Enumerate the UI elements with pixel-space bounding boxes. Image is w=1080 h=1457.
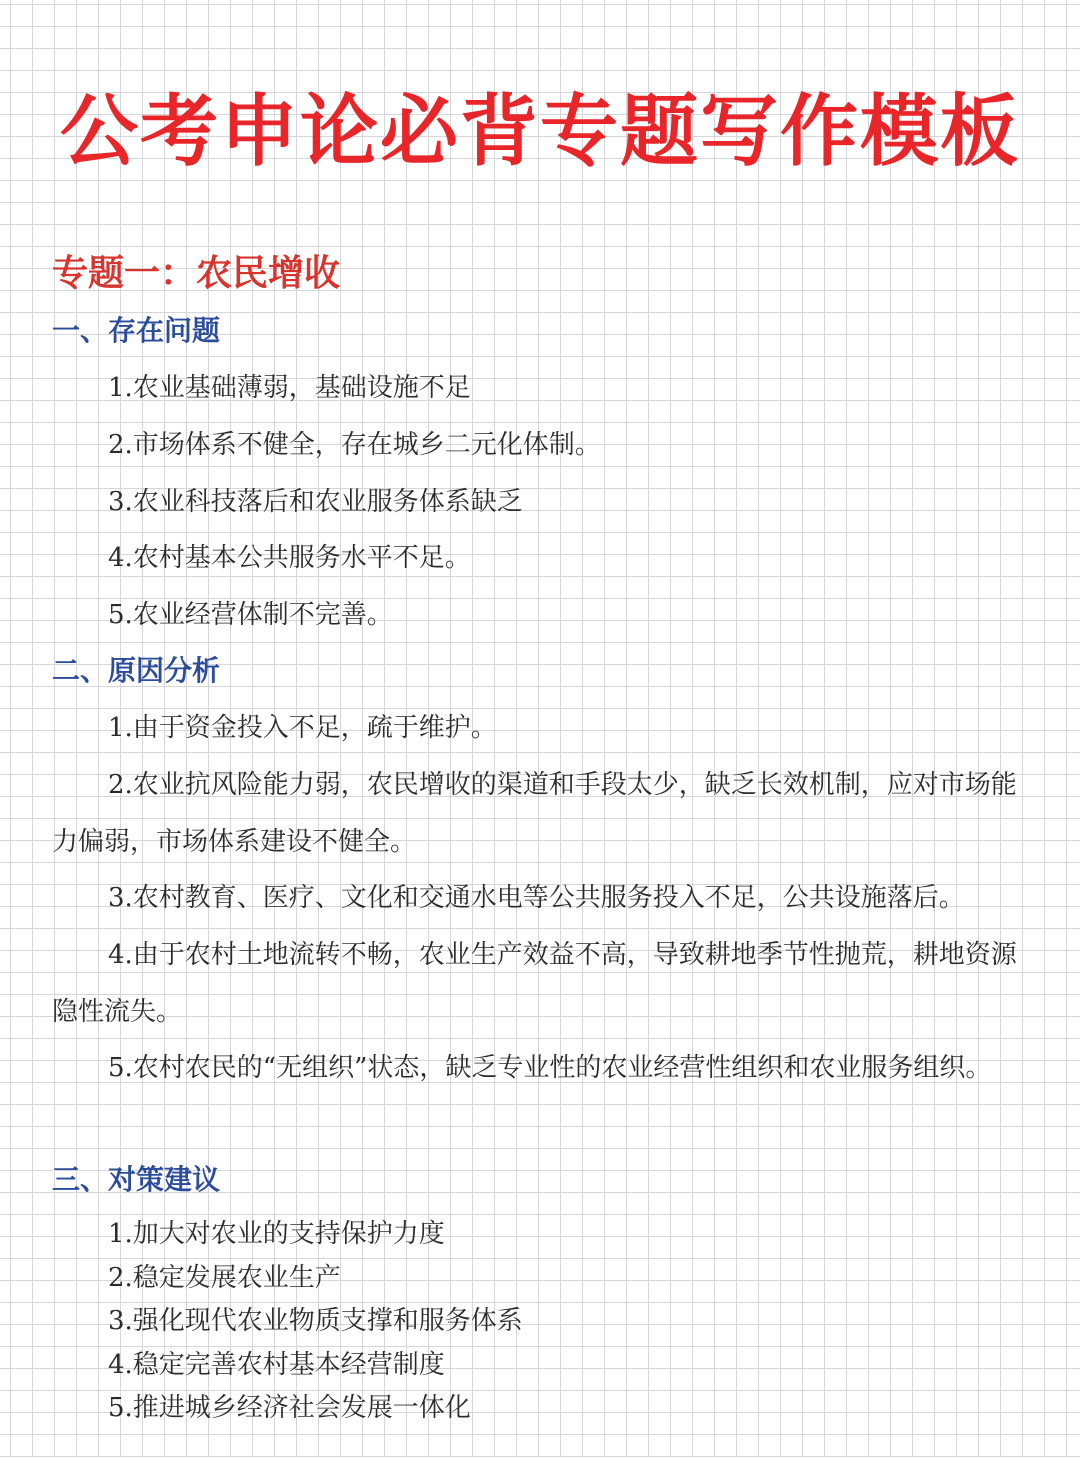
suggestion-item-1: 1.加大对农业的支持保护力度 [108, 1219, 445, 1249]
suggestion-item-5: 5.推进城乡经济社会发展一体化 [108, 1393, 471, 1423]
problem-item-4: 4.农村基本公共服务水平不足。 [108, 543, 471, 573]
topic-title: 专题一：农民增收 [52, 253, 341, 294]
problem-item-5: 5.农业经营体制不完善。 [108, 600, 393, 630]
problem-item-3: 3.农业科技落后和农业服务体系缺乏 [108, 487, 523, 517]
cause-item-1: 1.由于资金投入不足，疏于维护。 [108, 713, 497, 743]
cause-item-4: 4.由于农村土地流转不畅，农业生产效益不高，导致耕地季节性抛荒，耕地资源隐性流失。 [52, 940, 1017, 1027]
suggestion-item-4: 4.稳定完善农村基本经营制度 [108, 1350, 445, 1380]
cause-item-2: 2.农业抗风险能力弱，农民增收的渠道和手段太少，缺乏长效机制，应对市场能力偏弱，市场体系建设不健全。 [52, 770, 1017, 857]
section-heading-suggestions: 三、对策建议 [52, 1163, 221, 1196]
problem-item-2: 2.市场体系不健全，存在城乡二元化体制。 [108, 430, 601, 460]
problem-item-1: 1.农业基础薄弱，基础设施不足 [108, 373, 471, 403]
section-heading-causes: 二、原因分析 [52, 654, 221, 687]
cause-item-3: 3.农村教育、医疗、文化和交通水电等公共服务投入不足，公共设施落后。 [108, 883, 965, 913]
suggestion-item-2: 2.稳定发展农业生产 [108, 1263, 341, 1293]
cause-item-5: 5.农村农民的“无组织”状态，缺乏专业性的农业经营性组织和农业服务组织。 [108, 1053, 992, 1083]
suggestion-item-3: 3.强化现代农业物质支撑和服务体系 [108, 1306, 523, 1336]
section-heading-problems: 一、存在问题 [52, 314, 221, 347]
main-title: 公考申论必背专题写作模板 [59, 87, 1020, 177]
